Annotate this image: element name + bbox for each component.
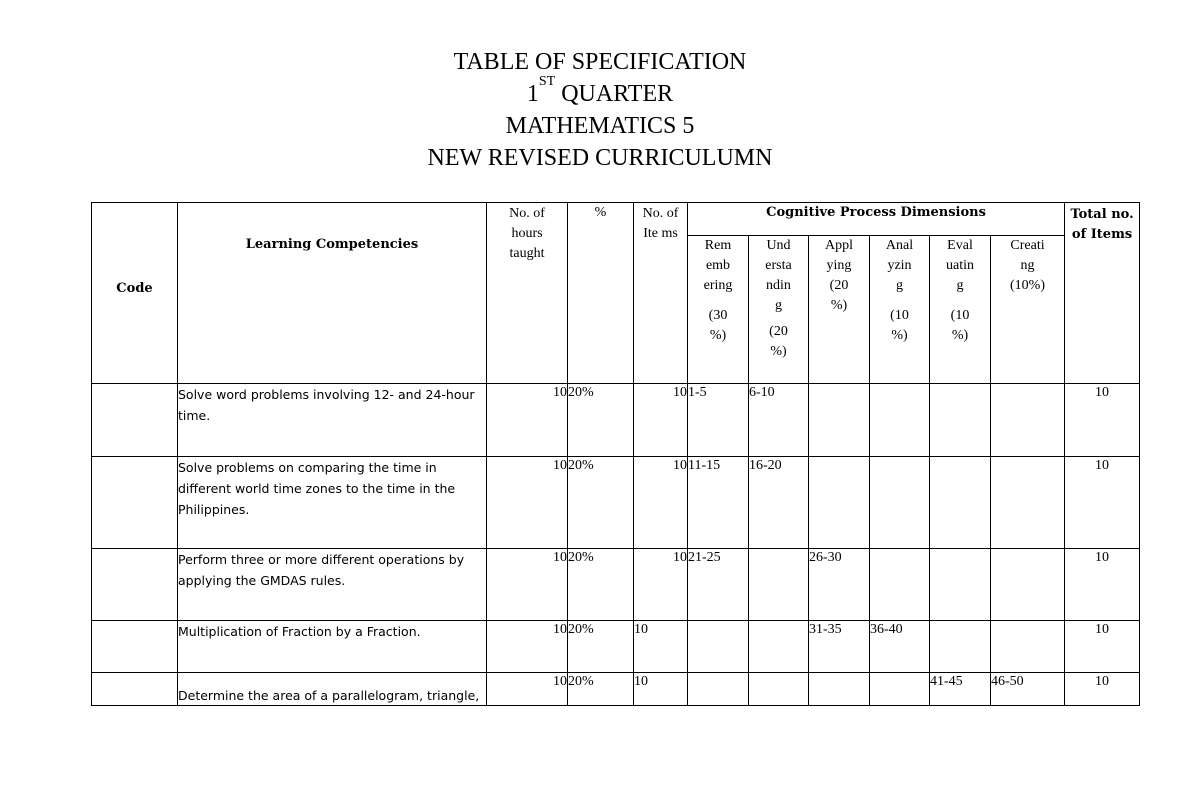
evaluating-cell [930,549,991,621]
header-understanding: Und ersta ndin g (20 %) [749,236,809,384]
title-line-2 [0,74,1200,110]
hours-cell: 10 [487,384,568,457]
analyzing-cell [870,549,930,621]
items-cell: 10 [634,549,688,621]
hours-cell: 10 [487,457,568,549]
items-cell: 10 [634,384,688,457]
table-row [92,673,1140,707]
items-cell: 10 [634,457,688,549]
creating-cell [991,384,1065,457]
header-creating: Creati ng (10%) [991,236,1065,384]
creating-cell: 46-50 [991,673,1065,707]
code-cell [92,621,178,673]
table-bottom-border [91,705,1139,707]
percent-cell: 20% [568,384,634,457]
header-code: Code [92,203,178,384]
header-cognitive: Cognitive Process Dimensions [688,203,1065,236]
items-cell: 10 [634,673,688,707]
total-cell: 10 [1065,549,1140,621]
title-line-4: NEW REVISED CURRICULUMN [427,145,773,171]
understanding-cell [749,549,809,621]
code-cell [92,549,178,621]
remembering-cell: 11-15 [688,457,749,549]
evaluating-cell [930,621,991,673]
applying-cell [809,384,870,457]
understanding-cell: 6-10 [749,384,809,457]
quarter-label: QUARTER [555,81,674,107]
title-line-1: TABLE OF SPECIFICATION [453,49,747,75]
specification-table [91,202,1140,706]
remembering-cell: 1-5 [688,384,749,457]
code-cell [92,673,178,707]
applying-cell: 26-30 [809,549,870,621]
evaluating-cell: 41-45 [930,673,991,707]
competency-cell: Determine the area of a parallelogram, triangle, [178,673,487,707]
header-evaluating: Eval uatin g (10 %) [930,236,991,384]
header-remembering: Rem emb ering (30 %) [688,236,749,384]
analyzing-cell [870,457,930,549]
code-cell [92,384,178,457]
table-row [92,457,1140,549]
analyzing-cell [870,673,930,707]
total-cell: 10 [1065,457,1140,549]
competency-cell: Perform three or more different operations by applying the GMDAS rules. [178,549,487,621]
header-row-1 [92,203,1140,236]
header-items: No. of Ite ms [634,203,688,384]
header-competencies: Learning Competencies [178,203,487,384]
creating-cell [991,549,1065,621]
header-percent: % [568,203,634,384]
remembering-cell: 21-25 [688,549,749,621]
total-cell: 10 [1065,384,1140,457]
remembering-cell [688,621,749,673]
competency-cell: Multiplication of Fraction by a Fraction. [178,621,487,673]
table-row [92,384,1140,457]
percent-cell: 20% [568,549,634,621]
quarter-suffix: ST [538,74,556,89]
table-row [92,549,1140,621]
quarter-number: 1 [526,81,539,107]
applying-cell [809,457,870,549]
understanding-cell: 16-20 [749,457,809,549]
applying-cell [809,673,870,707]
header-analyzing: Anal yzin g (10 %) [870,236,930,384]
header-hours: No. of hours taught [487,203,568,384]
hours-cell: 10 [487,621,568,673]
evaluating-cell [930,384,991,457]
analyzing-cell [870,384,930,457]
hours-cell: 10 [487,549,568,621]
code-cell [92,457,178,549]
table-row [92,621,1140,673]
document-title [0,46,1200,174]
items-cell: 10 [634,621,688,673]
remembering-cell [688,673,749,707]
evaluating-cell [930,457,991,549]
title-line-3: MATHEMATICS 5 [505,113,695,139]
header-applying: Appl ying (20 %) [809,236,870,384]
creating-cell [991,621,1065,673]
percent-cell: 20% [568,457,634,549]
creating-cell [991,457,1065,549]
total-cell: 10 [1065,621,1140,673]
percent-cell: 20% [568,673,634,707]
total-cell: 10 [1065,673,1140,707]
percent-cell: 20% [568,621,634,673]
applying-cell: 31-35 [809,621,870,673]
understanding-cell [749,673,809,707]
hours-cell: 10 [487,673,568,707]
competency-cell: Solve problems on comparing the time in different world time zones to the time in the Philippines. [178,457,487,549]
understanding-cell [749,621,809,673]
analyzing-cell: 36-40 [870,621,930,673]
header-total: Total no. of Items [1065,203,1140,384]
competency-cell: Solve word problems involving 12- and 24-hour time. [178,384,487,457]
